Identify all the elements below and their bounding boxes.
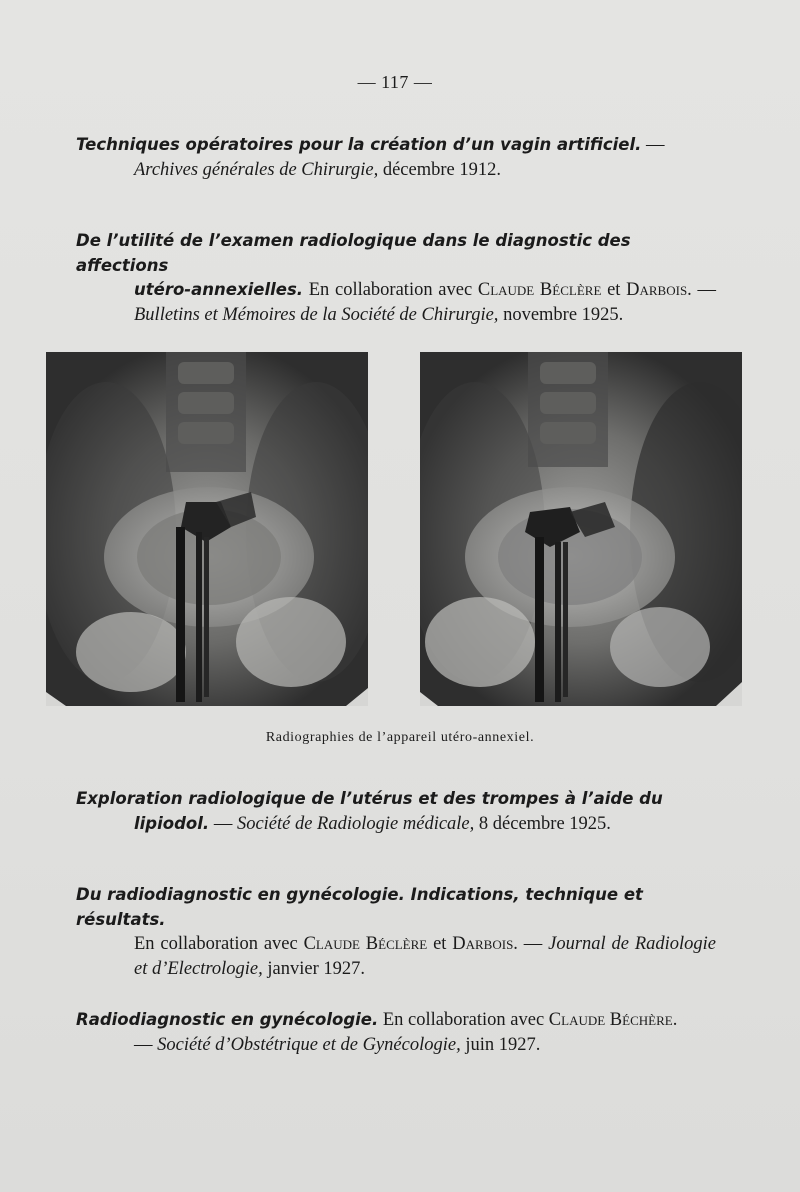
entry-title: De l’utilité de l’examen radiologique dans le diagnostic des affections [76,231,631,275]
figure-caption: Radiographies de l’appareil utéro-annexiel. [265,730,535,745]
entry-dash: — [517,934,549,954]
bibliography-entry-4 [76,883,716,981]
pelvic-radiograph-left [46,352,368,706]
entry-collaboration: En collaboration avec [134,934,304,954]
author-name: Darbois. [626,280,692,300]
entry-dash: — [209,813,237,834]
entry-collaboration: En collaboration avec [378,1010,549,1030]
entry-collaboration: En collaboration avec [303,280,478,300]
bibliography-entry-5 [76,1008,716,1057]
page-number: — 117 — [357,72,433,92]
figure-radiographs [46,352,744,708]
entry-source: Journal de [548,934,629,954]
entry-date: juin 1927. [460,1034,541,1055]
author-name: Claude Béclère [303,934,428,954]
bibliography-entry-2 [76,229,716,327]
entry-title: Exploration radiologique de l’utérus et des trompes à l’aide du [76,789,663,808]
entry-source-continued: Radiologie et d’Electrologie, [134,934,717,979]
entry-title-continued: utéro-annexielles. [134,280,304,299]
entry-source: Bulletins et Mémoires de la Société de Chirurgie, [134,304,499,325]
entry-dash: — [641,135,665,155]
entry-title: Techniques opératoires pour la création d’un vagin artificiel. [76,135,642,154]
entry-date: novembre 1925. [503,304,624,325]
entry-source: Société d’Obstétrique et de Gynécologie, [157,1034,461,1055]
author-name: Claude Béclère [477,280,602,300]
entry-title-continued: lipiodol. [134,813,210,833]
entry-date: 8 décembre 1925. [474,813,611,834]
bibliography-entry-3 [76,787,716,836]
entry-conjunction: et [601,280,621,300]
pelvic-radiograph-right [420,352,742,706]
entry-date: janvier 1927. [262,958,366,979]
entry-dash: — [691,280,717,300]
entry-dash: — [134,1034,158,1055]
author-name: Darbois. [452,934,518,954]
entry-source: Société de Radiologie médicale, [236,813,475,834]
entry-title: Du radiodiagnostic en gynécologie. Indications, technique et résultats. [76,885,643,929]
entry-source: Archives générales de Chirurgie, [134,159,379,180]
entry-title: Radiodiagnostic en gynécologie. [76,1010,379,1029]
author-name: Claude Béchère. [548,1010,678,1030]
bibliography-entry-1 [76,133,716,182]
entry-conjunction: et [427,934,453,954]
entry-date: décembre 1912. [378,159,501,180]
